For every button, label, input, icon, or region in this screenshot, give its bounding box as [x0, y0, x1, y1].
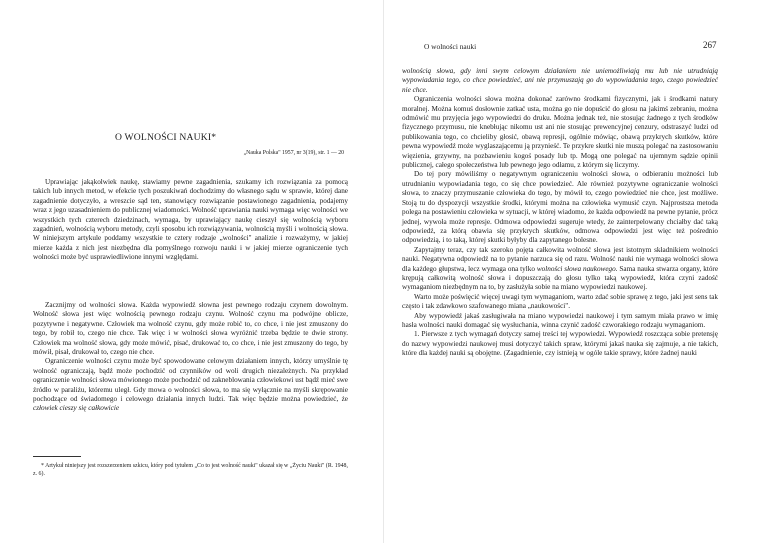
- paragraph: Do tej pory mówiliśmy o negatywnym ograniczeniu wolności słowa, o odbieraniu możności lub utrudnianiu wypowiadania tego, co się chce powiedzieć. Ale również pozytywne ograniczanie wolności słowa, to znaczy przymuszanie człowieka do tego, by mówił to, czego powiedzieć nie chce, jest możliwe. Stoją tu do dyspozycji wszystkie środki, którymi można na człowieka wymusić czyn. Najprostsza metoda polega na postawieniu człowieka w sytuacji, w której wiadomo, że każda odpowiedź na pewne pytanie, prócz jednej, wywoła może represje. Odmowa odpowiedzi sugeruje wtedy, że zainterpelowany chciałby dać taką odpowiedź, za którą obawia się przykrych skutków, odmowa odpowiedzi jest więc też pośrednio odpowiedzią, i to taką, której skutki byłyby dla zapytanego bolesne.: [402, 170, 718, 245]
- paragraph-text: Sama nauka stwarza organy, które krępują całkowitą wolność słowa i dopuszczają do głosu tylko taką wypowiedź, która czyni zadość wymaganiom niezbędnym na to, by zasłużyła sobie na miano wypowiedzi naukowej.: [402, 264, 719, 292]
- paragraph: [402, 67, 718, 95]
- footnote: * Artykuł niniejszy jest rozszerzeniem szkicu, który pod tytułem „Co to jest wolność nauki" ukazał się w „Życiu Nauki" (R. 1948, z. 6).: [33, 463, 348, 477]
- right-body-text: [402, 67, 718, 359]
- paragraph: [402, 246, 718, 293]
- page-number: 267: [703, 40, 717, 50]
- right-page: O wolności nauki 267 wolnością słowa, gdy inni swym celowym działaniem nie uniemożliwiają mu lub nie utrudniają wypowiadania tego, co chce powiedzieć, ani nie przymuszają go do wypowiadania tego, czego powiedzieć nie chce. Ograniczenia wolności słowa można dokonać zarówno środkami fizycznymi, jak i środkami natury moralnej. Można komuś dosłownie zatkać usta, można go nie dopuścić do głosu na jakimś zebraniu, można odmówić mu przyjęcia jego wypowiedzi do druku. Można jednak też, nie stosując żadnego z tych środków fizycznego przymusu, nie knebłując nikomu ust ani nie stosując prewencyjnej cenzury, odstraszyć ludzi od publikowania tego, co chcieliby głosić, obawą represji, ogólnie mówiąc, obawą przykrych skutków, które pewna wypowiedź może wyglaszającemu ją przynieść. Te przykre skutki nie muszą polegać na zastosowaniu więzienia, grzywny, na pozbawieniu kogoś posady lub tp. Mogą one polegać na ujemnym sądzie opinii publicznej, całego społeczeństwa lub pewnego jego odłamu, z którym się liczymy. Do tej pory mówiliśmy o negatywnym ograniczeniu wolności słowa, o odbieraniu możności lub utrudnianiu wypowiadania tego, co się chce powiedzieć. Ale również pozytywne ograniczanie wolności słowa, to znaczy przymuszanie człowieka do tego, by mówił to, czego powiedzieć nie chce, jest możliwe. Stoją tu do dyspozycji wszystkie środki, którymi można na człowieka wymusić czyn. Najprostsza metoda polega na postawieniu człowieka w sytuacji, w której wiadomo, że każda odpowiedź na pewne pytanie, prócz jednej, wywoła może represje. Odmowa odpowiedzi sugeruje wtedy, że zainterpelowany chciałby dać taką odpowiedź, za którą obawia się przykrych skutków, odmowa odpowiedzi jest więc też pośrednio odpowiedzią, i to taką, której skutki byłyby dla zapytanego bolesne. Zapytajmy teraz, czy tak szeroko pojęta całkowita wolność słowa jest istotnym składnikiem wolności nauki. Negatywna odpowiedź na to pytanie narzuca się od razu. Wolność nauki nie wymaga wolności słowa dla każdego głupstwa, lecz wymaga ona tylko wolności słowa naukowego. Sama nauka stwarza organy, które krępują całkowitą wolność słowa i dopuszczają do głosu tylko taką wypowiedź, która czyni zadość wymaganiom niezbędnym na to, by zasłużyła sobie na miano wypowiedzi naukowej. Warto może poświęcić więcej uwagi tym wymaganiom, warto zdać sobie sprawę z tego, jaki jest sens tak często i tak zdawkowo szafowanego miana „naukowości". Aby wypowiedź jakaś zasługiwała na miano wypowiedzi naukowej i tym samym miała prawo w imię hasła wolności nauki domagać się wysłuchania, winna czynić zadość czworakiego rodzaju wymaganiom. 1. Pierwsze z tych wymagań dotyczy samej treści tej wypowiedzi. Wypowiedź roszcząca sobie pretensję do nazwy wypowiedzi naukowej musi dotyczyć takich spraw, którymi jakaś nauka się zajmuje, a nie takich, które dla każdej nauki są obojętne. (Zagadnienie, czy istnieją w ogóle takie sprawy, które żadnej nauki: [402, 40, 719, 358]
- paragraph: Zacznijmy od wolności słowa. Każda wypowiedź słowna jest pewnego rodzaju czynem dowolnym. Wolność słowa jest więc wolnością pewnego rodzaju czynu. Wolność czynu ma podwójne oblicze, pozytywne i negatywne. Człowiek ma wolność czynu, gdy może robić to, co chce, i nie jest zmuszony do tego, by robił to, czego nie chce. Tak więc i w wolności słowa wyróżnić trzeba będzie te dwie strony. Człowiek ma wolność słowa, gdy może mówić, pisać, drukować to, co chce, i nie jest zmuszony do tego, by mówił, pisał, drukował to, czego nie chce.: [33, 301, 348, 357]
- paragraph: Ograniczenia wolności słowa można dokonać zarówno środkami fizycznymi, jak i środkami natury moralnej. Można komuś dosłownie zatkać usta, można go nie dopuścić do głosu na jakimś zebraniu, można odmówić mu przyjęcia jego wypowiedzi do druku. Można jednak też, nie stosując żadnego z tych środków fizycznego przymusu, nie knebłując nikomu ust ani nie stosując prewencyjnej cenzury, odstraszyć ludzi od publikowania tego, co chcieliby głosić, obawą represji, ogólnie mówiąc, obawą przykrych skutków, które pewna wypowiedź może wyglaszającemu ją przynieść. Te przykre skutki nie muszą polegać na zastosowaniu więzienia, grzywny, na pozbawieniu kogoś posady lub tp. Mogą one polegać na ujemnym sądzie opinii publicznej, całego społeczeństwa lub pewnego jego odłamu, z którym się liczymy.: [402, 95, 718, 170]
- paragraph: Warto może poświęcić więcej uwagi tym wymaganiom, warto zdać sobie sprawę z tego, jaki jest sens tak często i tak zdawkowo szafowanego miana „naukowości".: [402, 292, 718, 311]
- article-source: „Nauka Polska" 1957, nr 3(19), str. 1 — 20: [243, 150, 344, 156]
- emphasis-text: wolności słowa naukowego.: [536, 264, 618, 273]
- abstract-paragraph: Uprawiając jakąkolwiek naukę, stawiamy pewne zagadnienia, szukamy ich rozwiązania za pomocą takich lub innych metod, w efekcie tych poszukiwań dochodzimy do własnego sądu w sprawie, której dane zagadnienie dotyczyło, a wreszcie sąd ten, stanowiący rozwiązanie postawionego zagadnienia, podajemy wraz z jego uzasadnieniem do publicznej wiadomości. Wolność uprawiania nauki wymaga więc wolności we wszystkich tych czterech dziedzinach, wymaga, by uprawiający naukę cieszył się wolnością wyboru zagadnień, wolnością wyboru metody, czyli sposobu ich rozwiązywania, wolnością myśli i wolnością słowa. W niniejszym artykule poddamy wszystkie te cztery rodzaje „wolności" analizie i rozważymy, w jakiej mierze każda z nich jest niezbędna dla pomyślnego rozwoju nauki i w jakiej mierze ograniczenie tych wolności może być usprawiedliwione innymi względami.: [33, 178, 348, 262]
- paragraph-text: Ograniczenie wolności czynu może być spowodowane celowym działaniem innych, którzy umyślnie tę wolność ograniczają, bądź może pochodzić od czynników od woli drugich niezależnych. Na przykład ograniczenie wolności słowa mówionego może pochodzić od zakneblowania człowiekowi ust bądź mieć swe źródło w paraliżu, któremu uległ. Gdy mowa o wolności słowa, to ma się wyłącznie na myśli skrępowanie pochodzące od świadomego i celowego działania innych ludzi. Tak więc będzie można powiedzieć, że: [33, 357, 348, 404]
- paragraph: Aby wypowiedź jakaś zasługiwała na miano wypowiedzi naukowej i tym samym miała prawo w imię hasła wolności nauki domagać się wysłuchania, winna czynić zadość czworakiego rodzaju wymaganiom.: [402, 311, 718, 329]
- article-title: O WOLNOŚCI NAUKI*: [115, 132, 217, 143]
- paragraph-text: Zapytajmy teraz, czy tak szeroko pojęta całkowita wolność słowa jest istotnym składnikiem wolności nauki. Negatywna odpowiedź na to pytanie narzuca się od razu. Wolność nauki nie wymaga wolności słowa dla każdego głupstwa, lecz wymaga ona tylko: [402, 245, 718, 273]
- emphasis-text: wolnością słowa, gdy inni swym celowym działaniem nie uniemożliwiają mu lub nie utrudniają wypowiadania tego, co chce powiedzieć, ani nie przymuszają go do wypowiadania tego, czego powiedzieć nie chce.: [402, 67, 718, 94]
- emphasis-text: człowiek cieszy się całkowicie: [33, 404, 120, 413]
- paragraph: 1. Pierwsze z tych wymagań dotyczy samej treści tej wypowiedzi. Wypowiedź roszcząca sobie pretensję do nazwy wypowiedzi naukowej musi dotyczyć takich spraw, którymi jakaś nauka się zajmuje, a nie takich, które dla każdej nauki są obojętne. (Zagadnienie, czy istnieją w ogóle takie sprawy, które żadnej nauki: [402, 330, 718, 358]
